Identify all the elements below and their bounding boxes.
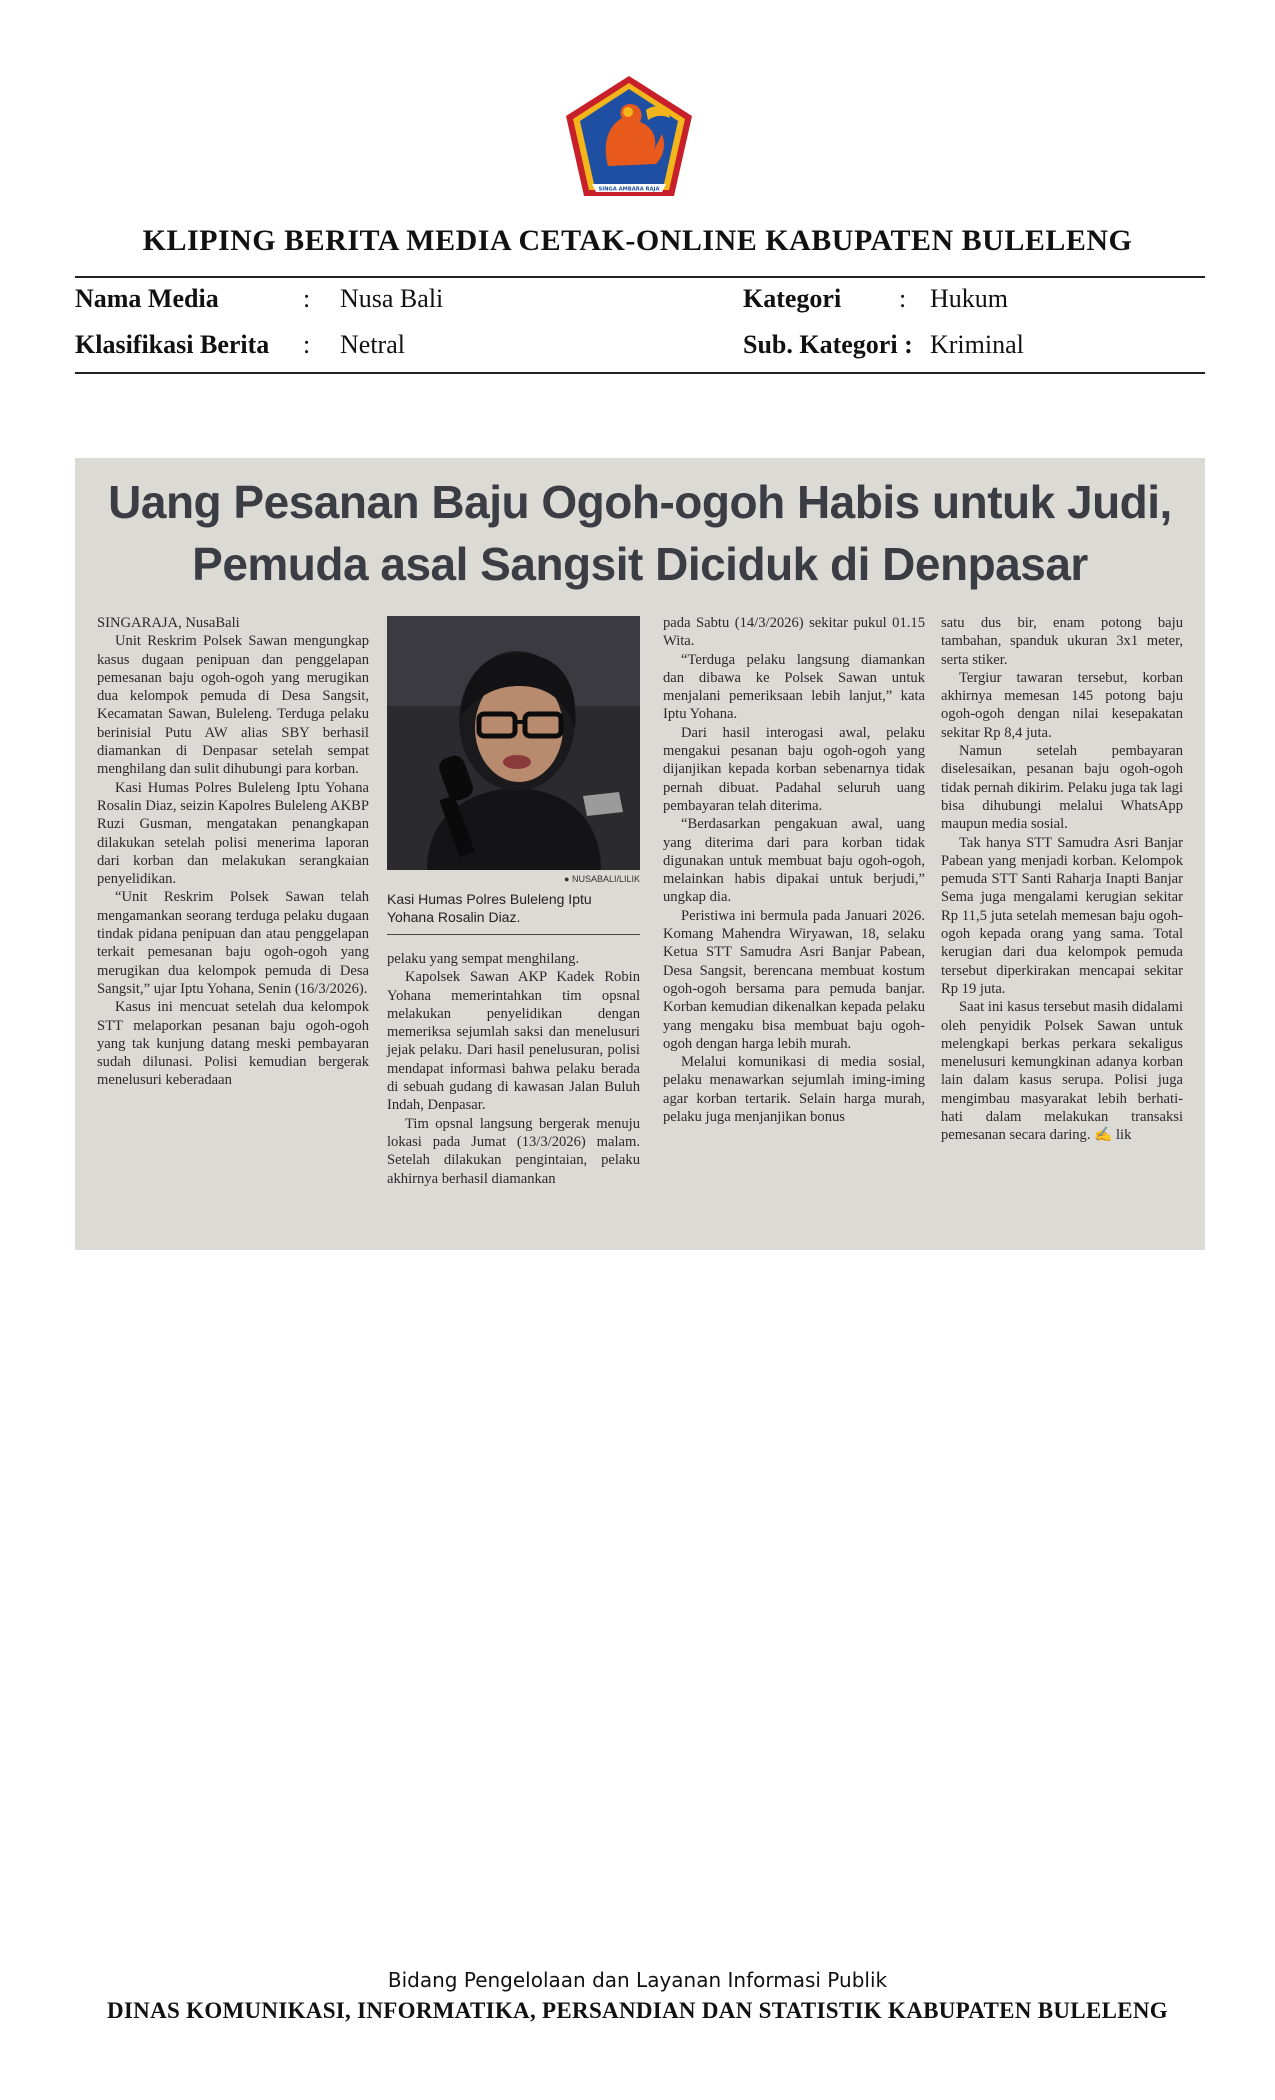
spokesperson-photo <box>387 616 640 870</box>
headline-line-2: Pemuda asal Sangsit Diciduk di Denpasar <box>192 538 1088 590</box>
paragraph: Namun setelah pembayaran diselesaikan, pesanan baju ogoh-ogoh tidak pernah dikirim. Pelaku juga tak lagi bisa dihubungi melalui WhatsApp maupun media sosial. <box>941 743 1183 833</box>
paragraph: pada Sabtu (14/3/2026) sekitar pukul 01.15 Wita. <box>663 615 925 650</box>
article-column-2 <box>387 950 640 1188</box>
footer-department: Bidang Pengelolaan dan Layanan Informasi Publik <box>387 1968 888 1992</box>
article-column-3 <box>663 614 925 1126</box>
paragraph: “Berdasarkan pengakuan awal, uang yang diterima dari para korban tidak digunakan untuk membuat baju ogoh-ogoh, melainkan habis dipakai untuk berjudi,” ungkap dia. <box>663 816 925 906</box>
label-klasifikasi-berita: Klasifikasi Berita <box>75 330 270 359</box>
value-klasifikasi-berita: Netral <box>340 330 405 359</box>
meta-row-klasifikasi <box>75 330 1205 364</box>
article-column-4 <box>941 614 1183 1145</box>
dateline: SINGARAJA, NusaBali <box>97 615 240 631</box>
paragraph: Dari hasil interogasi awal, pelaku mengakui pesanan baju ogoh-ogoh yang dijanjikan kepada korban sebenarnya tidak pernah dibuat. Padahal seluruh uang pembayaran telah diterima. <box>663 724 925 814</box>
paragraph: Tergiur tawaran tersebut, korban akhirnya memesan 145 potong baju ogoh-ogoh dengan nilai kesepakatan sekitar Rp 8,4 juta. <box>941 669 1183 741</box>
buleleng-emblem-logo <box>562 74 696 200</box>
paragraph: Saat ini kasus tersebut masih didalami oleh penyidik Polsek Sawan untuk melengkapi berkas perkara sekaligus menelusuri kemungkinan adanya korban lain dalam kasus serupa. Polisi juga mengimbau masyarakat lebih berhati-hati dalam melakukan transaksi pemesanan secara daring. ✍ lik <box>941 999 1183 1144</box>
paragraph: “Terduga pelaku langsung diamankan dan dibawa ke Polsek Sawan untuk menjalani pemeriksaan lebih lanjut,” kata Iptu Yohana. <box>663 651 925 723</box>
value-kategori: Hukum <box>930 284 1008 313</box>
header-divider-top <box>75 276 1205 278</box>
paragraph: Kasi Humas Polres Buleleng Iptu Yohana Rosalin Diaz, seizin Kapolres Buleleng AKBP Ruzi Gusman, mengatakan penangkapan dilakukan setelah polisi menerima laporan dari korban dan melakukan serangkaian penyelidikan. <box>97 779 369 888</box>
separator: : <box>303 284 311 313</box>
label-kategori: Kategori <box>743 284 842 313</box>
article-column-1 <box>97 614 369 1090</box>
photo-caption: Kasi Humas Polres Buleleng Iptu Yohana Rosalin Diaz. <box>387 891 592 925</box>
paragraph: Kasus ini mencuat setelah dua kelompok STT melaporkan pesanan baju ogoh-ogoh yang tak kunjung datang meski pembayaran sudah dilunasi. Polisi kemudian bergerak menelusuri keberadaan <box>97 999 369 1089</box>
footer-agency: DINAS KOMUNIKASI, INFORMATIKA, PERSANDIAN DAN STATISTIK KABUPATEN BULELENG <box>107 1998 1168 2023</box>
paragraph: Kapolsek Sawan AKP Kadek Robin Yohana memerintahkan tim opsnal melakukan penyelidikan dengan memeriksa sejumlah saksi dan menelusuri jejak pelaku. Dari hasil penelusuran, polisi mendapat informasi bahwa pelaku berada di sebuah gudang di kawasan Jalan Buluh Indah, Denpasar. <box>387 969 640 1114</box>
paragraph: Unit Reskrim Polsek Sawan mengungkap kasus dugaan penipuan dan penggelapan pemesanan baju ogoh-ogoh yang merugikan dua kelompok pemuda di Desa Sangsit, Kecamatan Sawan, Buleleng. Terduga pelaku berinisial Putu AW alias SBY berhasil diamankan di Denpasar setelah sempat menghilang dan sulit dihubungi para korban. <box>97 633 369 778</box>
header-divider-bottom <box>75 372 1205 374</box>
paragraph: pelaku yang sempat menghilang. <box>387 951 580 967</box>
logo-motto: SINGA AMBARA RAJA <box>598 186 660 193</box>
newspaper-clipping <box>75 458 1205 1250</box>
meta-row-media <box>75 284 1205 318</box>
separator: : <box>899 284 907 313</box>
value-sub-kategori: Kriminal <box>930 330 1024 359</box>
paragraph: Tak hanya STT Samudra Asri Banjar Pabean yang menjadi korban. Kelompok pemuda STT Santi Raharja Inapti Banjar Sema juga mengalami kerugian sekitar Rp 11,5 juta setelah memesan baju ogoh-ogoh kepada orang yang sama. Total kerugian dari dua kelompok pemuda tersebut diperkirakan mencapai sekitar Rp 19 juta. <box>941 834 1183 997</box>
separator: : <box>303 330 311 359</box>
photo-credit: ● NUSABALI/LILIK <box>564 874 640 884</box>
paragraph: Tim opsnal langsung bergerak menuju lokasi pada Jumat (13/3/2026) malam. Setelah dilakukan pengintaian, pelaku akhirnya berhasil diamankan <box>387 1115 640 1187</box>
caption-divider <box>387 934 640 935</box>
paragraph: Melalui komunikasi di media sosial, pelaku menawarkan sejumlah iming-iming agar korban tertarik. Selain harga murah, pelaku juga menjanjikan bonus <box>663 1054 925 1126</box>
label-sub-kategori: Sub. Kategori : <box>743 330 913 359</box>
paragraph: satu dus bir, enam potong baju tambahan, spanduk ukuran 3x1 meter, serta stiker. <box>941 615 1183 668</box>
headline-line-1: Uang Pesanan Baju Ogoh-ogoh Habis untuk Judi, <box>108 476 1172 528</box>
page-title: KLIPING BERITA MEDIA CETAK-ONLINE KABUPATEN BULELENG <box>142 224 1133 257</box>
paragraph: “Unit Reskrim Polsek Sawan telah mengamankan seorang terduga pelaku dugaan tindak pidana penipuan dan atau penggelapan terkait pemesanan baju ogoh-ogoh yang merugikan dua kelompok pemuda di Desa Sangsit,” ujar Iptu Yohana, Senin (16/3/2026). <box>97 889 369 997</box>
value-nama-media: Nusa Bali <box>340 284 444 313</box>
paragraph: Peristiwa ini bermula pada Januari 2026. Komang Mahendra Wiryawan, 18, selaku Ketua STT Samudra Asri Banjar Pabean, Desa Sangsit, berencana membuat kostum ogoh-ogoh bersama para pemuda banjar. Korban kemudian dikenalkan kepada pelaku yang mengaku bisa membuat baju ogoh-ogoh dengan harga lebih murah. <box>663 907 925 1052</box>
label-nama-media: Nama Media <box>75 284 219 313</box>
